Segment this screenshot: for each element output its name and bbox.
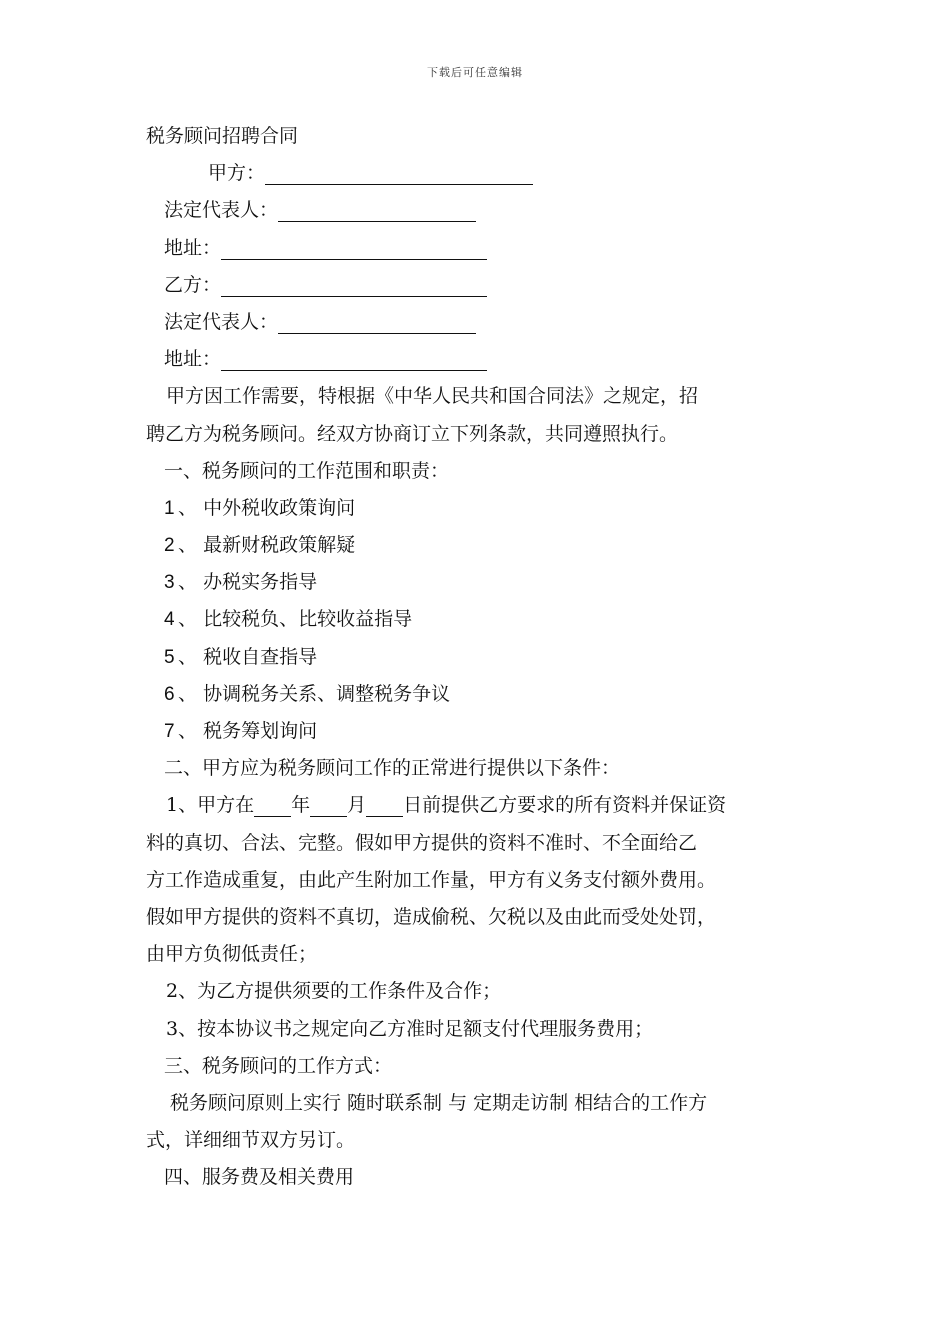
list-item-number: 5 (164, 646, 175, 668)
party-a-label: 甲方： (208, 162, 266, 185)
list-item-text: 比较税负、比较收益指导 (203, 608, 413, 631)
section2-item3: 3、按本协议书之规定向乙方准时足额支付代理服务费用； (166, 1017, 654, 1040)
party-a-blank[interactable] (265, 162, 533, 185)
party-b-line (146, 267, 826, 304)
party-a-rep-line (146, 192, 826, 229)
party-b-label: 乙方： (164, 273, 222, 296)
party-b-addr-line (146, 341, 826, 378)
section3-line1: 税务顾问原则上实行 随时联系制 与 定期走访制 相结合的工作方 (170, 1091, 708, 1114)
party-b-addr-blank[interactable] (221, 348, 487, 371)
section2-item2: 2、为乙方提供须要的工作条件及合作； (166, 980, 502, 1003)
list-item: 5 、 税收自查指导 (146, 639, 826, 676)
section3-heading: 三、税务顾问的工作方式： (164, 1054, 393, 1077)
party-a-addr-label: 地址： (164, 236, 222, 259)
list-item: 7 、 税务筹划询问 (146, 713, 826, 750)
list-item: 4 、 比较税负、比较收益指导 (146, 601, 826, 638)
section2-item1-line2: 料的真切、合法、完整。假如甲方提供的资料不准时、不全面给乙 (146, 831, 698, 854)
list-item-number: 2 (164, 535, 175, 557)
list-item-text: 税务筹划询问 (203, 720, 318, 742)
list-item-text: 税收自查指导 (203, 645, 318, 668)
party-b-rep-blank[interactable] (278, 311, 476, 334)
section2-item1-line4: 假如甲方提供的资料不真切，造成偷税、欠税以及由此而受处处罚， (146, 905, 717, 928)
contract-document (146, 118, 826, 1196)
party-b-blank[interactable] (221, 274, 487, 297)
header-note: 下载后可任意编辑 (427, 66, 523, 79)
year-blank[interactable] (254, 794, 291, 817)
list-item-number: 4 (164, 609, 175, 631)
list-item-number: 1 (164, 497, 175, 519)
list-item: 1 、 中外税收政策询问 (146, 490, 826, 527)
list-item-text: 中外税收政策询问 (203, 496, 356, 519)
list-item: 6 、 协调税务关系、调整税务争议 (146, 676, 826, 713)
party-a-addr-line (146, 230, 826, 267)
section2-heading: 二、甲方应为税务顾问工作的正常进行提供以下条件： (164, 757, 621, 780)
list-item-number: 7 (164, 721, 175, 742)
list-item-text: 协调税务关系、调整税务争议 (203, 682, 451, 705)
party-b-rep-line (146, 304, 826, 341)
party-b-rep-label: 法定代表人： (164, 310, 279, 333)
party-b-addr-label: 地址： (164, 348, 222, 371)
section2-item1-line1: 1、甲方在 年 月 日前提供乙方要求的所有资料并保证资 (166, 794, 727, 817)
section4-heading: 四、服务费及相关费用 (164, 1166, 355, 1189)
section1-heading: 一、税务顾问的工作范围和职责： (164, 459, 450, 482)
section3-line2: 式，详细细节双方另订。 (146, 1129, 356, 1152)
list-item-text: 办税实务指导 (203, 571, 318, 594)
party-a-addr-blank[interactable] (221, 237, 487, 260)
party-a-rep-blank[interactable] (278, 199, 476, 222)
list-item-number: 3 (164, 572, 175, 594)
list-item-number: 6 (164, 683, 175, 705)
intro-line-1: 甲方因工作需要，特根据《中华人民共和国合同法》之规定，招 (166, 385, 699, 408)
party-a-line (146, 155, 826, 192)
day-blank[interactable] (366, 794, 403, 817)
list-item-text: 最新财税政策解疑 (203, 534, 356, 557)
list-item: 2 、 最新财税政策解疑 (146, 527, 826, 564)
document-title: 税务顾问招聘合同 (146, 125, 299, 147)
section2-item1-line3: 方工作造成重复，由此产生附加工作量，甲方有义务支付额外费用。 (146, 868, 717, 891)
section2-item1-line5: 由甲方负彻低责任； (146, 943, 318, 966)
month-blank[interactable] (310, 794, 347, 817)
party-a-rep-label: 法定代表人： (164, 199, 279, 222)
intro-line-2: 聘乙方为税务顾问。经双方协商订立下列条款，共同遵照执行。 (146, 422, 679, 445)
list-item: 3 、 办税实务指导 (146, 564, 826, 601)
